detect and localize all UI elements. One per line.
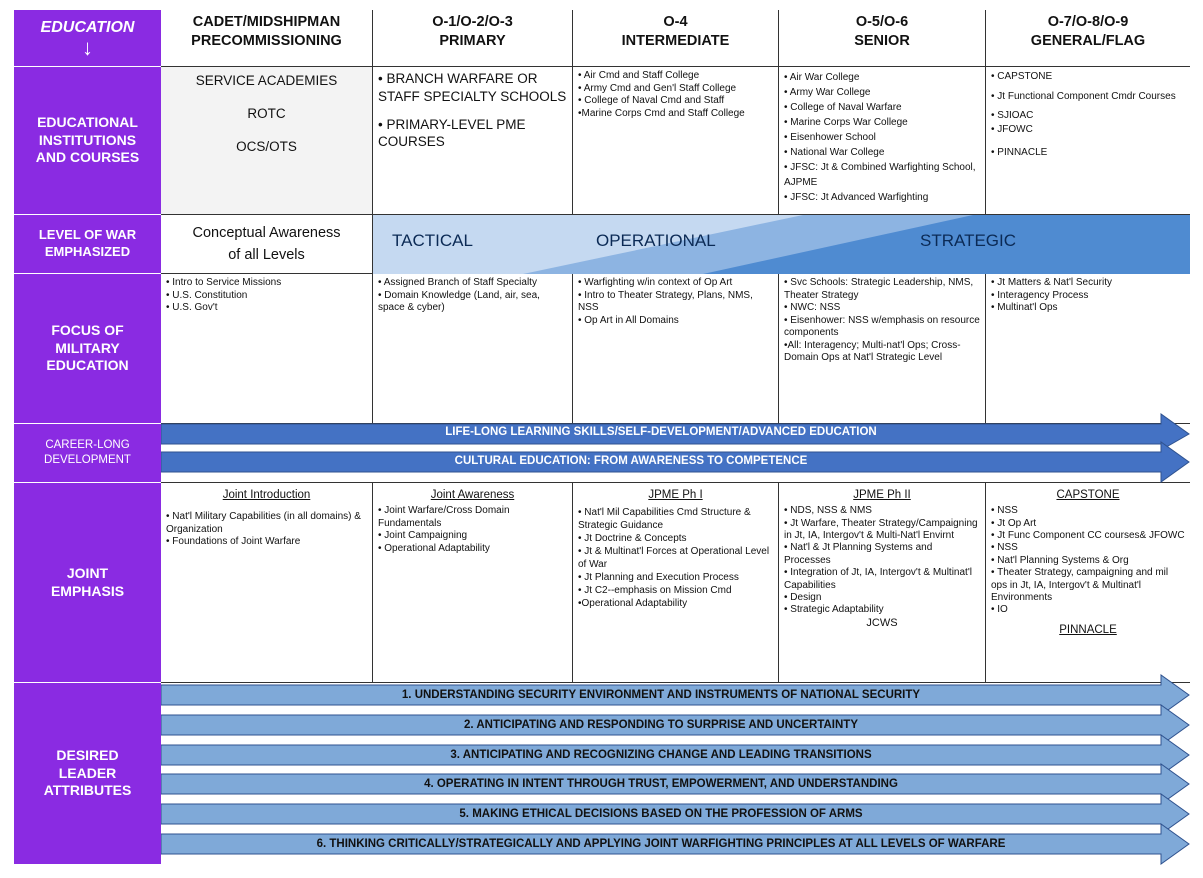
joint-general-title: CAPSTONE [1056,489,1120,501]
joint-primary-title: Joint Awareness [430,489,515,501]
row-label-career: CAREER-LONG DEVELOPMENT [14,424,161,483]
focus-precommissioning: • Intro to Service Missions • U.S. Constitution • U.S. Gov't [161,274,373,424]
col-header-precommissioning: CADET/MIDSHIPMAN PRECOMMISSIONING [161,10,373,67]
row-label-attributes: DESIRED LEADER ATTRIBUTES [14,683,161,864]
joint-general: CAPSTONE • NSS • Jt Op Art • Jt Func Component CC courses& JFOWC • NSS • Nat'l Planning Systems & Org • Theater Strategy, campaigning and mil ops in Jt, IA, Intergov't & Multinat'l Environments • IO PINNACLE [986,483,1190,683]
joint-senior-title: JPME Ph II [853,489,911,501]
focus-intermediate: • Warfighting w/in context of Op Art • Intro to Theater Strategy, Plans, NMS, NSS • Op Art in All Domains [573,274,779,424]
education-header [14,10,161,67]
institutions-general: • CAPSTONE • Jt Functional Component Cmdr Courses • SJIOAC • JFOWC • PINNACLE [986,67,1190,215]
joint-general-footer: PINNACLE [1059,623,1117,636]
joint-senior: JPME Ph II • NDS, NSS & NMS • Jt Warfare, Theater Strategy/Campaigning in Jt, IA, Intergov't & Multi-Nat'l Envirnt • Nat'l & Jt Planning Systems and Processes • Integration of Jt, IA, Intergov't & Multinat'l Capabilities • Design • Strategic Adaptability JCWS [779,483,986,683]
focus-general: • Jt Matters & Nat'l Security • Interagency Process • Multinat'l Ops [986,274,1190,424]
joint-precommissioning-title: Joint Introduction [222,489,311,501]
col-header-general: O-7/O-8/O-9 GENERAL/FLAG [986,10,1190,67]
row-label-joint: JOINT EMPHASIS [14,483,161,683]
institutions-primary: • BRANCH WARFARE OR STAFF SPECIALTY SCHOOLS • PRIMARY-LEVEL PME COURSES [373,67,573,215]
level-operational: OPERATIONAL [596,231,716,250]
row-label-level-of-war: LEVEL OF WAR EMPHASIZED [14,215,161,274]
level-of-war-band [373,215,1190,274]
col-header-senior: O-5/O-6 SENIOR [779,10,986,67]
institutions-senior: • Air War College • Army War College • College of Naval Warfare • Marine Corps War College • Eisenhower School • National War College • JFSC: Jt & Combined Warfighting School, AJPME • JFSC: Jt Advanced Warfighting [779,67,986,215]
down-arrow-icon: ↓ [82,35,93,61]
joint-precommissioning: Joint Introduction • Nat'l Military Capabilities (in all domains) & Organization • Foundations of Joint Warfare [161,483,373,683]
institutions-precommissioning: SERVICE ACADEMIES ROTC OCS/OTS [161,67,373,215]
joint-intermediate: JPME Ph I • Nat'l Mil Capabilities Cmd Structure & Strategic Guidance • Jt Doctrine & Concepts • Jt & Multinat'l Forces at Operational Level of War • Jt Planning and Execution Process • Jt C2--emphasis on Mission Cmd •Operational Adaptability [573,483,779,683]
focus-primary: • Assigned Branch of Staff Specialty • Domain Knowledge (Land, air, sea, space & cyber) [373,274,573,424]
conceptual-awareness: Conceptual Awareness of all Levels [161,215,373,274]
joint-intermediate-title: JPME Ph I [648,489,703,501]
joint-senior-footer: JCWS [866,616,898,629]
row-label-focus: FOCUS OF MILITARY EDUCATION [14,274,161,424]
focus-senior: • Svc Schools: Strategic Leadership, NMS, Theater Strategy • NWC: NSS • Eisenhower: NSS w/emphasis on resource components •All: Interagency; Multi-nat'l Ops; Cross-Domain Ops at Nat'l Strategic Level [779,274,986,424]
col-header-intermediate: O-4 INTERMEDIATE [573,10,779,67]
col-header-primary: O-1/O-2/O-3 PRIMARY [373,10,573,67]
education-label: EDUCATION [40,18,135,36]
institutions-intermediate: • Air Cmd and Staff College • Army Cmd and Gen'l Staff College • College of Naval Cmd and Staff •Marine Corps Cmd and Staff College [573,67,779,215]
joint-primary: Joint Awareness • Joint Warfare/Cross Domain Fundamentals • Joint Campaigning • Operational Adaptability [373,483,573,683]
level-strategic: STRATEGIC [920,231,1017,250]
level-tactical: TACTICAL [392,231,473,250]
row-label-institutions: EDUCATIONAL INSTITUTIONS AND COURSES [14,67,161,215]
